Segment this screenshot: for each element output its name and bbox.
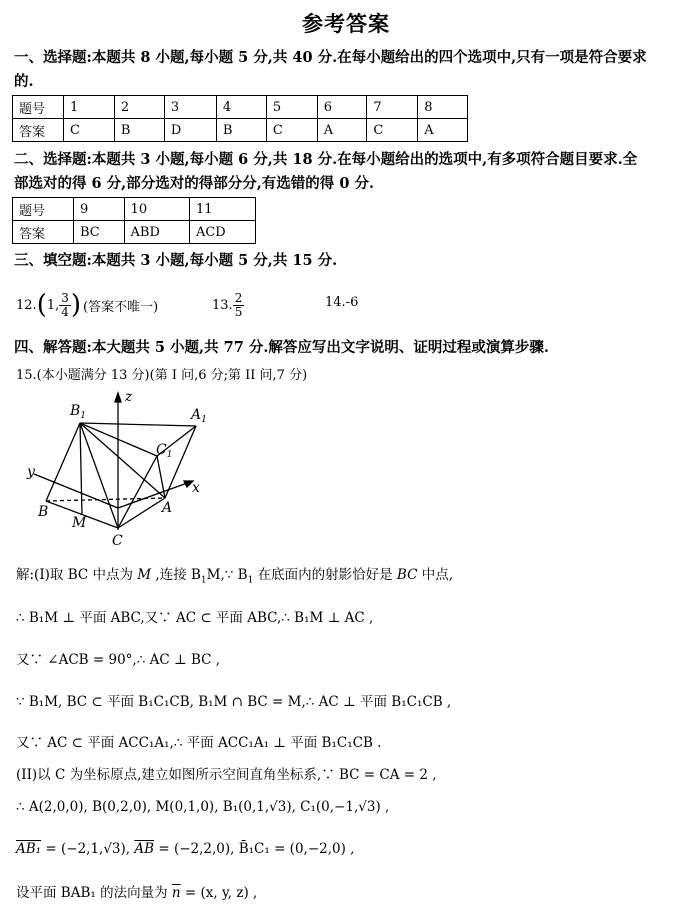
solution-math: BC (396, 567, 418, 583)
normal-vector: $\overline{n}$ (171, 885, 181, 901)
label-B: B (38, 504, 49, 520)
table-cell: C (367, 119, 418, 142)
table-cell: 1 (64, 96, 115, 119)
section-1-line-2: 的. (14, 73, 34, 90)
table-cell: 2 (114, 96, 164, 119)
table-cell: 9 (74, 198, 125, 221)
answer-12 (16, 285, 158, 325)
solution-line-5: 又∵ AC ⊂ 平面 ACC₁A₁,∴ 平面 ACC₁A₁ ⊥ 平面 B₁C₁CB . (16, 735, 382, 751)
section-2-line-2: 部选对的得 6 分,部分选对的得部分分,有选错的得 0 分. (14, 175, 375, 192)
label-M: M (72, 515, 87, 531)
section-4-heading: 四、解答题:本大题共 5 小题,共 77 分.解答应写出文字说明、证明过程或演算步骤. (14, 339, 549, 356)
answer-14: 14.-6 (325, 295, 359, 310)
edge-B1M (80, 423, 82, 515)
solution-line-2: ∴ B₁M ⊥ 平面 ABC,又∵ AC ⊂ 平面 ABC,∴ B₁M ⊥ AC , (16, 610, 374, 626)
table-cell: 10 (124, 198, 189, 221)
solution-text: 在底面内的射影恰好是 (253, 567, 397, 583)
edge-B1B (46, 423, 80, 501)
edge-BA-hidden (46, 498, 165, 501)
table-row-answers (13, 221, 256, 244)
q12-numerator: 3 (61, 290, 69, 305)
solution-text: 解:(I)取 BC 中点为 (16, 567, 138, 583)
q13-numerator: 2 (234, 290, 243, 305)
section-3-heading: 三、填空题:本题共 3 小题,每小题 5 分,共 15 分. (14, 252, 338, 269)
table-cell: 11 (189, 198, 255, 221)
table-header-label: 题号 (13, 96, 64, 119)
table-cell: B (114, 119, 164, 142)
edge-B1A (80, 423, 165, 498)
solution-line-6: (II)以 C 为坐标原点,建立如图所示空间直角坐标系,∵ BC = CA = 2 , (16, 767, 437, 783)
table-cell: 8 (418, 96, 468, 119)
table-cell: 5 (266, 96, 317, 119)
vector-AB: $\overline{AB}$ (134, 841, 155, 857)
label-A: A (162, 500, 173, 516)
prism-figure (20, 388, 230, 548)
label-x: x (192, 480, 200, 496)
z-axis-arrowhead (115, 393, 121, 402)
label-z: z (125, 389, 133, 405)
solution-line-4: ∵ B₁M, BC ⊂ 平面 B₁C₁CB, B₁M ∩ BC = M,∴ AC ⊥ 平面 B₁C₁CB , (16, 694, 452, 710)
solution-text: 中点, (417, 567, 454, 583)
table-answer-label: 答案 (13, 221, 74, 244)
table-cell: 4 (216, 96, 266, 119)
table-cell: A (418, 119, 468, 142)
solution-line-9 (16, 881, 257, 901)
q12-fraction (59, 292, 71, 319)
solution-text: = (−2,1,√3), (41, 841, 135, 857)
table-cell: D (164, 119, 216, 142)
solution-text: 设平面 BAB₁ 的法向量为 (16, 885, 172, 901)
table-cell: BC (74, 221, 125, 244)
solution-line-1 (16, 563, 453, 586)
solution-math: M (137, 567, 152, 583)
solution-text: = (x, y, z) , (180, 885, 258, 901)
q12-denominator: 4 (61, 304, 69, 319)
q12-value-a: 1, (46, 297, 60, 313)
table-header-label: 题号 (13, 198, 74, 221)
table-row-answers (13, 119, 468, 142)
table-answer-label: 答案 (13, 119, 64, 142)
edge-C1C (118, 456, 157, 528)
vector-AB1: AB₁ (16, 841, 42, 857)
subscript: 1 (247, 575, 254, 586)
solution-text: = (−2,2,0), B̄₁C₁ = (0,−2,0) , (154, 841, 355, 857)
edge-B1A1 (80, 423, 196, 426)
edge-CA (118, 498, 165, 528)
label-B1: $B_1$ (70, 403, 87, 421)
label-A1: $A_1$ (191, 407, 207, 425)
table-cell: 3 (164, 96, 216, 119)
q12-note: (答案不唯一) (83, 299, 159, 315)
open-paren: ( (36, 290, 47, 320)
q12-label: 12. (16, 297, 37, 313)
q13-label: 13. (212, 297, 233, 313)
subscript: 1 (200, 575, 207, 586)
close-paren: ) (70, 290, 82, 320)
label-C1: $C_1$ (156, 442, 173, 460)
label-y: y (27, 464, 35, 480)
table-cell: C (266, 119, 317, 142)
edge-B1C (80, 423, 118, 528)
page-title: 参考答案 (302, 11, 390, 36)
solution-text: ,连接 B (151, 567, 201, 583)
solution-line-3: 又∵ ∠ACB = 90°,∴ AC ⊥ BC , (16, 652, 221, 668)
table-cell: B (216, 119, 266, 142)
answer-13 (212, 285, 244, 325)
table-cell: 6 (317, 96, 367, 119)
table-cell: C (64, 119, 115, 142)
solution-line-7: ∴ A(2,0,0), B(0,2,0), M(0,1,0), B₁(0,1,√3), C₁(0,−1,√3) , (16, 799, 390, 815)
section-2-line-1: 二、选择题:本题共 3 小题,每小题 6 分,共 18 分.在每小题给出的选项中,有多项符合题目要求.全 (14, 151, 638, 168)
q13-fraction (233, 292, 245, 319)
solution-text: M,∵ B (206, 567, 248, 583)
table-cell: 7 (367, 96, 418, 119)
table-cell: ACD (189, 221, 255, 244)
solution-line-8 (16, 841, 354, 857)
table-row-numbers (13, 198, 256, 221)
table-cell: ABD (124, 221, 189, 244)
q15-heading: 15.(本小题满分 13 分)(第 I 问,6 分;第 II 问,7 分) (16, 368, 308, 383)
label-C: C (112, 533, 123, 548)
table-row-numbers (13, 96, 468, 119)
section-2-heading (14, 148, 684, 196)
section-1-answer-table (12, 95, 468, 142)
y-axis (34, 474, 118, 508)
q13-denominator: 5 (234, 304, 243, 319)
section-2-answer-table (12, 197, 256, 244)
x-axis (118, 482, 190, 508)
table-cell: A (317, 119, 367, 142)
section-1-line-1: 一、选择题:本题共 8 小题,每小题 5 分,共 40 分.在每小题给出的四个选项中,只有一项是符合要求 (14, 49, 647, 66)
section-1-heading (14, 46, 684, 94)
